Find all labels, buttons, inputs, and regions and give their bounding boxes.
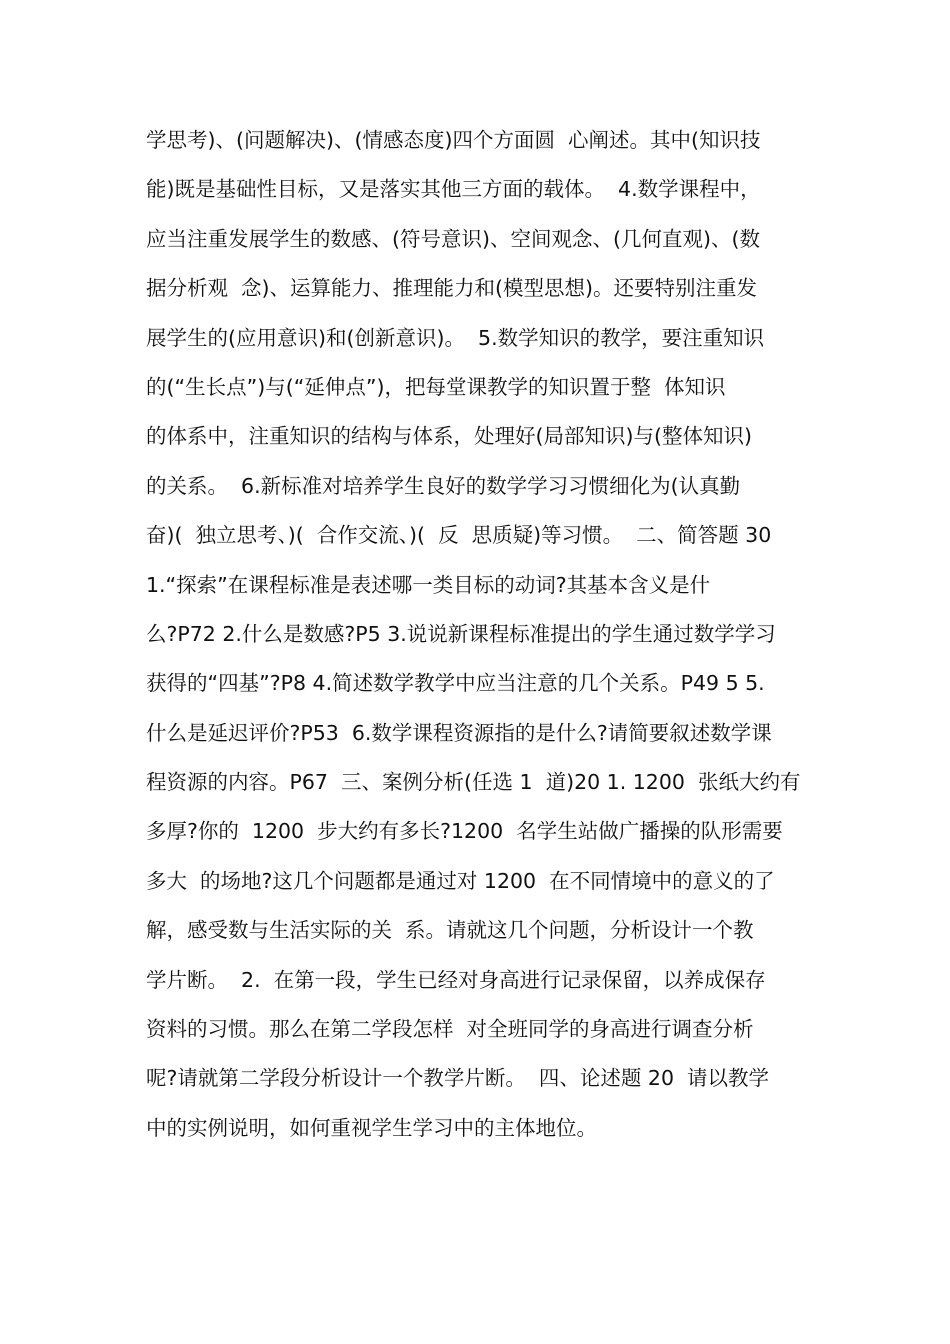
- text-line: 学片断。 2. 在第一段，学生已经对身高进行记录保留，以养成保存: [146, 967, 766, 992]
- text-line: 获得的“四基”?P8 4.简述数学教学中应当注意的几个关系。P49 5 5.: [146, 671, 765, 696]
- text-line: 多大 的场地?这几个问题都是通过对 1200 在不同情境中的意义的了: [146, 868, 775, 893]
- text-line: 的关系。 6.新标准对培养学生良好的数学学习习惯细化为(认真勤: [146, 473, 741, 498]
- text-line: 多厚?你的 1200 步大约有多长?1200 名学生站做广播操的队形需要: [146, 819, 783, 844]
- text-line: 展学生的(应用意识)和(创新意识)。 5.数学知识的教学，要注重知识: [146, 325, 765, 350]
- text-line: 程资源的内容。P67 三、案例分析(任选 1 道)20 1. 1200 张纸大约有: [146, 770, 801, 795]
- text-line: 解，感受数与生活实际的关 系。请就这几个问题，分析设计一个教: [146, 918, 754, 943]
- text-line: 学思考)、(问题解决)、(情感态度)四个方面圆 心阐述。其中(知识技: [146, 128, 761, 152]
- text-line: 么?P72 2.什么是数感?P5 3.说说新课程标准提出的学生通过数学学习: [146, 621, 776, 646]
- text-line: 中的实例说明，如何重视学生学习中的主体地位。: [146, 1115, 597, 1140]
- text-line: 奋)( 独立思考、)( 合作交流、)( 反 思质疑)等习惯。 二、简答题 30: [146, 523, 772, 548]
- text-line: 的体系中，注重知识的结构与体系，处理好(局部知识)与(整体知识): [146, 424, 752, 449]
- text-line: 应当注重发展学生的数感、(符号意识)、空间观念、(几何直观)、(数: [146, 226, 760, 251]
- text-line: 据分析观 念)、运算能力、推理能力和(模型思想)。还要特别注重发: [146, 276, 758, 301]
- text-line: 呢?请就第二学段分析设计一个教学片断。 四、论述题 20 请以教学: [146, 1066, 770, 1091]
- text-line: 什么是延迟评价?P53 6.数学课程资源指的是什么?请简要叙述数学课: [146, 720, 772, 745]
- text-line: 资料的习惯。那么在第二学段怎样 对全班同学的身高进行调查分析: [146, 1017, 754, 1042]
- text-line: 能)既是基础性目标，又是落实其他三方面的载体。 4.数学课程中，: [146, 177, 761, 202]
- text-line: 1.“探索”在课程标准是表述哪一类目标的动词?其基本含义是什: [146, 572, 711, 597]
- document-body: [146, 116, 816, 1153]
- text-line: 的(“生长点”)与(“延伸点”)，把每堂课教学的知识置于整 体知识: [146, 374, 726, 399]
